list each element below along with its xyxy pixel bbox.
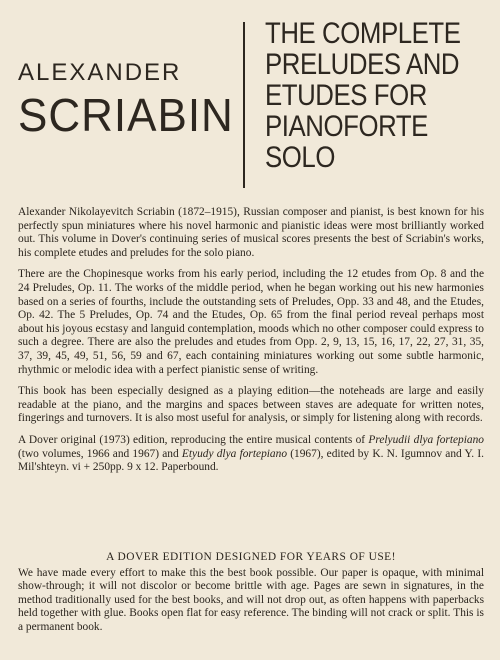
edition-title-etudes: Etyudy dlya fortepiano — [181, 447, 288, 460]
description — [18, 206, 484, 475]
durability-notice — [18, 551, 484, 635]
cover-header — [0, 0, 500, 196]
notice-body: We have made every effort to make this the best book possible. Our paper is opaque, with minimal show-through; it will not discolor or become brittle with age. Pages are sewn in signatures, in the method traditionally used for the best books, and will not drop out, as often happens with paperbacks held together with glue. Books open flat for easy reference. The binding will not crack or split. This is a permanent book. — [18, 566, 484, 633]
book-title — [265, 18, 497, 173]
title-line: SOLO — [265, 141, 335, 174]
edition-middle: (two volumes, 1966 and 1967) and — [18, 447, 182, 460]
edition-info — [18, 434, 484, 475]
header-divider — [243, 22, 245, 188]
title-line: THE COMPLETE — [265, 17, 461, 50]
edition-prefix: A Dover original (1973) edition, reproducing the entire musical contents of — [18, 433, 369, 446]
title-line: PRELUDES AND — [265, 48, 460, 81]
author-last-name: SCRIABIN — [18, 90, 234, 142]
title-line: ETUDES FOR — [265, 79, 427, 112]
description-paragraph: Alexander Nikolayevitch Scriabin (1872–1915), Russian composer and pianist, is best known for his perfectly spun miniatures where his novel harmonic and pianistic ideas were most brilliantly worked out. This volume in Dover's continuing series of musical scores presents the best of Scriabin's works, his complete etudes and preludes for the solo piano. — [18, 206, 484, 259]
description-paragraph: There are the Chopinesque works from his early period, including the 12 etudes from Op. 8 and the 24 Preludes, Op. 11. The works of the middle period, when he began working out his new harmonies based on a series of fourths, include the outstanding sets of Preludes, Opp. 33 and 48, and the Etudes, Op. 42. The 5 Preludes, Op. 74 and the Etudes, Op. 65 from the final period reveal perhaps most about his joyous ecstasy and languid contemplation, moods which no other composer could express to such a degree. There are also the preludes and etudes from Opp. 2, 9, 13, 15, 16, 17, 22, 27, 31, 35, 37, 39, 45, 49, 51, 56, 59 and 67, each containing miniatures working out some subtle harmonic, rhythmic or melodic idea with a perfect pianistic sense of writing. — [18, 268, 484, 376]
edition-suffix: (1967), edited by K. N. Igumnov and Y. I. Mil'shteyn. vi + 250pp. 9 x 12. Paperbound. — [18, 447, 484, 474]
author-first-name: ALEXANDER — [18, 59, 182, 86]
description-paragraph: This book has been especially designed as a playing edition—the noteheads are large and easily readable at the piano, and the margins and spaces between staves are adequate for written notes, fingerings and turnovers. It is also most useful for analysis, or simply for listening along with records. — [18, 385, 484, 425]
notice-heading: A DOVER EDITION DESIGNED FOR YEARS OF USE! — [106, 551, 396, 563]
author-name — [18, 58, 243, 140]
title-line: PIANOFORTE — [265, 110, 428, 143]
edition-title-preludes: Prelyudii dlya fortepiano — [368, 433, 484, 446]
